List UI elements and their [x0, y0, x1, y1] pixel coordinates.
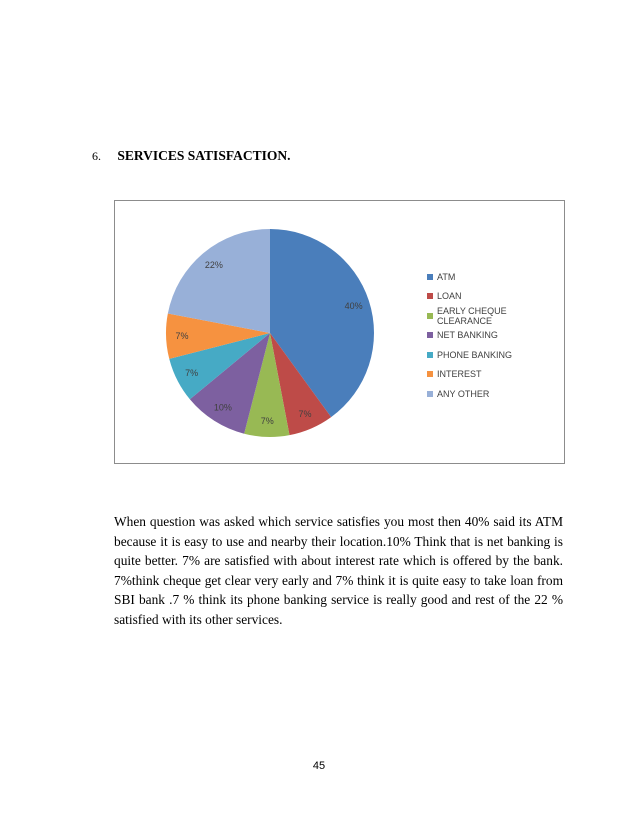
section-heading: [92, 148, 290, 164]
legend-label: EARLY CHEQUE CLEARANCE: [437, 305, 507, 326]
legend-swatch: [427, 391, 433, 397]
legend-label: PHONE BANKING: [437, 349, 513, 360]
data-label: 7%: [298, 408, 312, 419]
legend-item: [427, 306, 564, 326]
legend-swatch: [427, 274, 433, 280]
legend-item: [427, 345, 564, 365]
legend-swatch: [427, 293, 433, 299]
section-number: 6.: [92, 149, 101, 163]
section-title: SERVICES SATISFACTION.: [117, 148, 291, 163]
legend-swatch: [427, 313, 433, 319]
legend-item: [427, 287, 564, 307]
legend-label: NET BANKING: [437, 330, 498, 341]
data-label: 7%: [185, 367, 199, 378]
legend-item: [427, 326, 564, 346]
data-label: 22%: [204, 260, 223, 271]
legend-label: ATM: [437, 271, 456, 282]
legend-swatch: [427, 332, 433, 338]
legend-label: ANY OTHER: [437, 388, 490, 399]
legend-label: INTEREST: [437, 369, 482, 380]
legend-item: [427, 384, 564, 404]
page-number: 45: [312, 760, 326, 772]
data-label: 7%: [175, 330, 189, 341]
legend-swatch: [427, 371, 433, 377]
data-label: 7%: [260, 415, 274, 426]
legend-label: LOAN: [437, 291, 462, 302]
data-label: 40%: [344, 300, 363, 311]
legend-item: [427, 267, 564, 287]
chart-legend: [427, 267, 564, 404]
body-paragraph: When question was asked which service satisfies you most then 40% said its ATM because it is easy to use and nearby their location.10% Think that is net banking is quite better. 7% are satisfied with about interest rate which is offered by the bank. 7%think cheque get clear very early and 7% think it is quite easy to take loan from SBI bank .7 % think its phone banking service is really good and rest of the 22 % satisfied with its other services.: [114, 514, 563, 627]
legend-item: [427, 365, 564, 385]
data-label: 10%: [213, 402, 232, 413]
pie-chart-container: [114, 200, 565, 464]
legend-swatch: [427, 352, 433, 358]
